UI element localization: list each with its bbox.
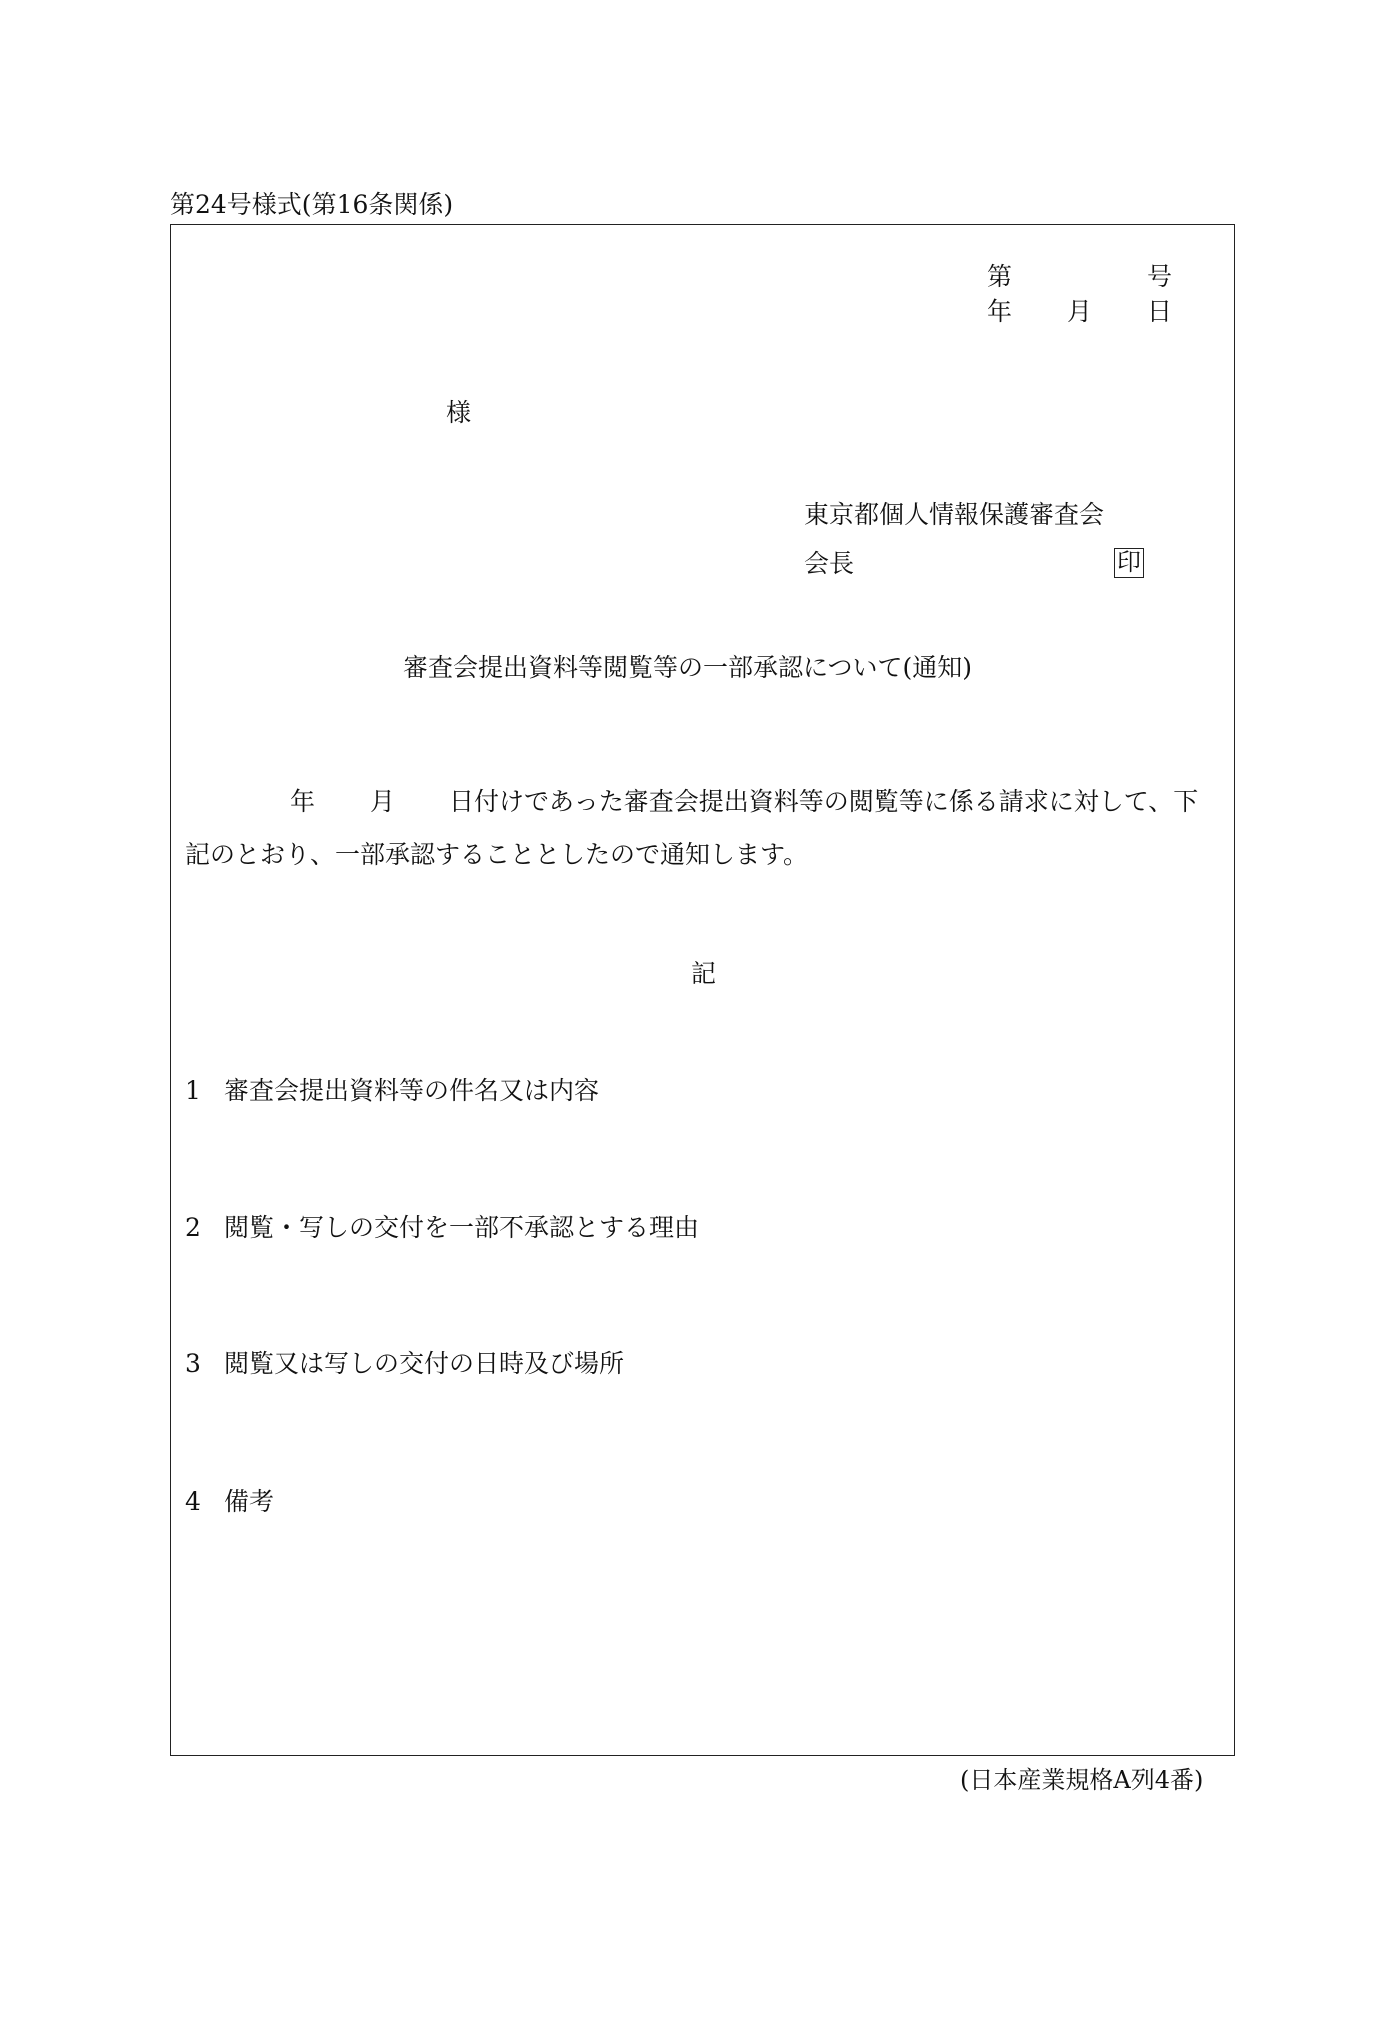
date-day: 日 (1147, 297, 1173, 326)
form-label: 第24号様式(第16条関係) (170, 190, 454, 219)
date-month: 月 (1067, 297, 1093, 326)
item-label: 備考 (224, 1487, 275, 1516)
sender-title: 会長 (804, 549, 855, 578)
item-number: 2 (185, 1213, 201, 1242)
body-month: 月 (370, 787, 396, 816)
form-frame (170, 224, 1235, 1756)
seal-mark: 印 (1114, 548, 1144, 578)
number-suffix: 号 (1147, 262, 1173, 291)
body-year: 年 (290, 787, 316, 816)
item-number: 4 (185, 1487, 201, 1516)
date-year: 年 (987, 297, 1013, 326)
number-prefix: 第 (987, 262, 1013, 291)
body-line2: 記のとおり、一部承認することとしたので通知します。 (185, 840, 809, 869)
item-number: 1 (185, 1076, 201, 1105)
sender-organization: 東京都個人情報保護審査会 (804, 500, 1105, 529)
document-title: 審査会提出資料等閲覧等の一部承認について(通知) (403, 653, 973, 682)
body-line1: 日付けであった審査会提出資料等の閲覧等に係る請求に対して、下 (449, 787, 1199, 816)
item-label: 審査会提出資料等の件名又は内容 (224, 1076, 600, 1105)
ki-heading: 記 (691, 959, 717, 988)
paper-size-note: (日本産業規格A列4番) (960, 1766, 1204, 1794)
addressee-suffix: 様 (446, 398, 472, 427)
item-label: 閲覧・写しの交付を一部不承認とする理由 (224, 1213, 700, 1242)
item-number: 3 (185, 1349, 201, 1378)
item-label: 閲覧又は写しの交付の日時及び場所 (224, 1349, 625, 1378)
